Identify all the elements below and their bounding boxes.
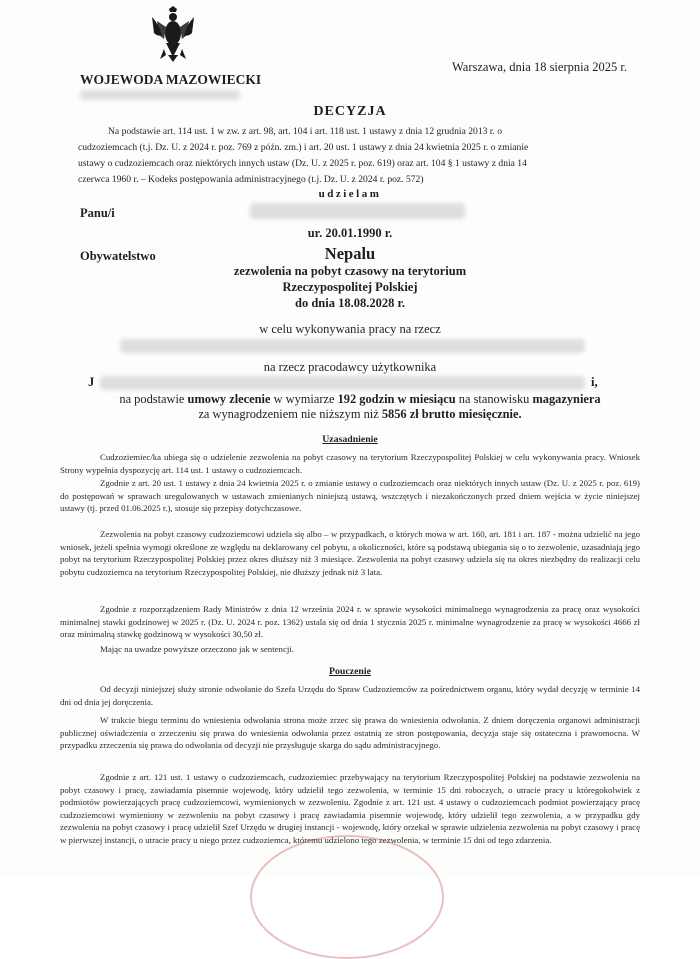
contract-terms	[40, 392, 680, 422]
justification-paragraph: Zgodnie z art. 20 ust. 1 ustawy z dnia 24 kwietnia 2025 r. o zmianie ustawy o cudzoziemcach oraz niektórych innych ustaw (Dz. U. z 2025 r. poz. 619) do postępowań w sprawach uregulowanych w ustawach zmienianych niniejszą ustawą, wszczętych i niezakończonych przed dniem wejścia w życie niniejszej ustawy (tj. przed 01.06.2025 r.), stosuje się przepisy dotychczasowe.	[60, 478, 640, 514]
justification-paragraph: Zezwolenia na pobyt czasowy cudzoziemcowi udziela się albo – w przypadkach, o których mowa w art. 160, art. 181 i art. 187 - można udzielić na jego wniosek, jeżeli spełnia wymogi określone ze względu na deklarowany cel pobytu, a okoliczności, które są podstawą ubiegania się o to zezwolenie, uzasadniają jego pobyt na terytorium Rzeczypospolitej Polskiej przez okres dłuższy niż 3 miesiące. Zezwolenia na pobyt czasowy udziela się na okres niezbędny do realizacji celu pobytu cudzoziemca na terytorium Rzeczypospolitej Polskiej, nie dłuższy jednak niż 3 lata.	[60, 529, 640, 577]
user-employer-suffix: i,	[591, 375, 598, 389]
permit-valid-until: do dnia 18.08.2028 r.	[295, 296, 405, 310]
justification-paragraph: Cudzoziemiec/ka ubiega się o udzielenie zezwolenia na pobyt czasowy na terytorium Rzeczypospolitej Polskiej w celu wykonywania pracy. Wniosek Strony wypełnia dyspozycję art. 114 ust. 1 ustawy o cudzoziemcach.	[60, 452, 640, 475]
justification-paragraph: Zgodnie z rozporządzeniem Rady Ministrów z dnia 12 września 2024 r. w sprawie wysokości minimalnego wynagrodzenia za pracę oraz wysokości minimalnej stawki godzinowej w 2025 r. (Dz. U. 2024 r. poz. 1362) ustala się od dnia 1 stycznia 2025 r. minimalne wynagrodzenie za pracę w wysokości 4666 zł oraz minimalną stawkę godzinową w wysokości 30,50 zł.	[60, 604, 640, 640]
contract-hours: 192 godzin w miesiącu	[337, 392, 456, 406]
permit-line: Rzeczypospolitej Polskiej	[282, 280, 418, 294]
instruction-paragraph: Od decyzji niniejszej służy stronie odwołanie do Szefa Urzędu do Spraw Cudzoziemców za pośrednictwem organu, który wydał decyzję w terminie 14 dni od dnia jej doręczenia.	[60, 684, 640, 707]
citizenship-value: Nepalu	[324, 244, 376, 263]
instruction-paragraph: W trakcie biegu terminu do wniesienia odwołania strona może zrzec się prawa do wniesienia odwołania. Z dniem doręczenia organowi administracji publicznej oświadczenia o zrzeczeniu się prawa do wniesienia odwołania przez ostatnią ze stron postępowania, decyzja staje się ostateczna i prawomocna. W przypadku zrzeczenia się prawa do odwołania od decyzji nie przysługuje skarga do sądu administracyjnego.	[60, 715, 640, 751]
contract-text: na stanowisku	[458, 392, 530, 406]
place-date: Warszawa, dnia 18 sierpnia 2025 r.	[452, 60, 627, 74]
redacted-case-number	[80, 90, 240, 100]
official-stamp	[250, 835, 444, 959]
contract-salary: 5856 zł brutto miesięcznie.	[381, 407, 522, 421]
decision-title: DECYZJA	[313, 104, 387, 119]
legal-basis-line: ustawy o cudzoziemcach oraz niektórych innych ustaw (Dz. U. z 2025 r. poz. 619) oraz art. 104 § 1 ustawy z dnia 14	[78, 158, 527, 169]
legal-basis	[78, 124, 638, 188]
legal-basis-line: cudzoziemcach (t.j. Dz. U. z 2024 r. poz. 769 z późn. zm.) i art. 20 ust. 1 ustawy z dnia 24 kwietnia 2025 r. o zmianie	[78, 142, 529, 153]
authority-name: WOJEWODA MAZOWIECKI	[80, 72, 262, 87]
instruction-header: Pouczenie	[329, 666, 371, 677]
permit-line: zezwolenia na pobyt czasowy na terytorium	[233, 264, 467, 278]
citizenship-label: Obywatelstwo	[80, 249, 156, 263]
legal-basis-line: czerwca 1960 r. – Kodeks postępowania administracyjnego (t.j. Dz. U. z 2024 r. poz. 572)	[78, 174, 424, 185]
instruction-paragraph: Zgodnie z art. 121 ust. 1 ustawy o cudzoziemcach, cudzoziemiec przebywający na terytorium Rzeczypospolitej Polskiej na podstawie zezwolenia na pobyt czasowy i pracę, zawiadamia pisemnie wojewodę, który udzielił tego zezwolenia, w terminie 15 dni roboczych, o utracie pracy u któregokolwiek z podmiotów powierzających pracę cudzoziemcowi, wymienionych w zezwoleniu. Zgodnie z art. 121 ust. 4 ustawy o cudzoziemcach podmiot powierzający pracę cudzoziemcowi wymieniony w zezwoleniu na pobyt czasowy i pracę zawiadamia pisemnie wojewodę, który udzielił tego zezwolenia, a w przypadku gdy zezwolenia na pobyt czasowy i pracę udzielił Szef Urzędu w drugiej instancji - wojewodę, który orzekał w sprawie udzielenia zezwolenia na pobyt czasowy i pracę w pierwszej instancji, o utracie pracy u niego przez cudzoziemca, któremu udzielono tego zezwolenia, w terminie 15 dni od tego zdarzenia.	[60, 772, 640, 845]
legal-basis-line: Na podstawie art. 114 ust. 1 w zw. z art. 98, art. 104 i art. 118 ust. 1 ustawy z dnia 12 grudnia 2013 r. o	[108, 126, 503, 137]
contract-text: w wymiarze	[273, 392, 335, 406]
redacted-employer	[120, 339, 585, 353]
person-label: Panu/i	[80, 206, 115, 220]
justification-paragraph: Mając na uwadze powyższe orzeczono jak w sentencji.	[100, 644, 294, 654]
contract-text: za wynagrodzeniem nie niższym niż	[198, 407, 379, 421]
contract-text: na podstawie	[119, 392, 185, 406]
user-employer-line: na rzecz pracodawcy użytkownika	[263, 360, 437, 374]
birth-date: ur. 20.01.1990 r.	[307, 226, 393, 240]
redacted-person-name	[250, 203, 465, 219]
user-employer-initial: J	[88, 375, 95, 389]
polish-eagle-emblem	[150, 5, 196, 63]
justification-header: Uzasadnienie	[322, 434, 378, 445]
grant-word: udzielam	[318, 188, 382, 200]
purpose-line: w celu wykonywania pracy na rzecz	[259, 322, 441, 336]
contract-type: umowy zlecenie	[187, 392, 271, 406]
redacted-user-employer	[100, 376, 585, 390]
contract-position: magazyniera	[532, 392, 601, 406]
